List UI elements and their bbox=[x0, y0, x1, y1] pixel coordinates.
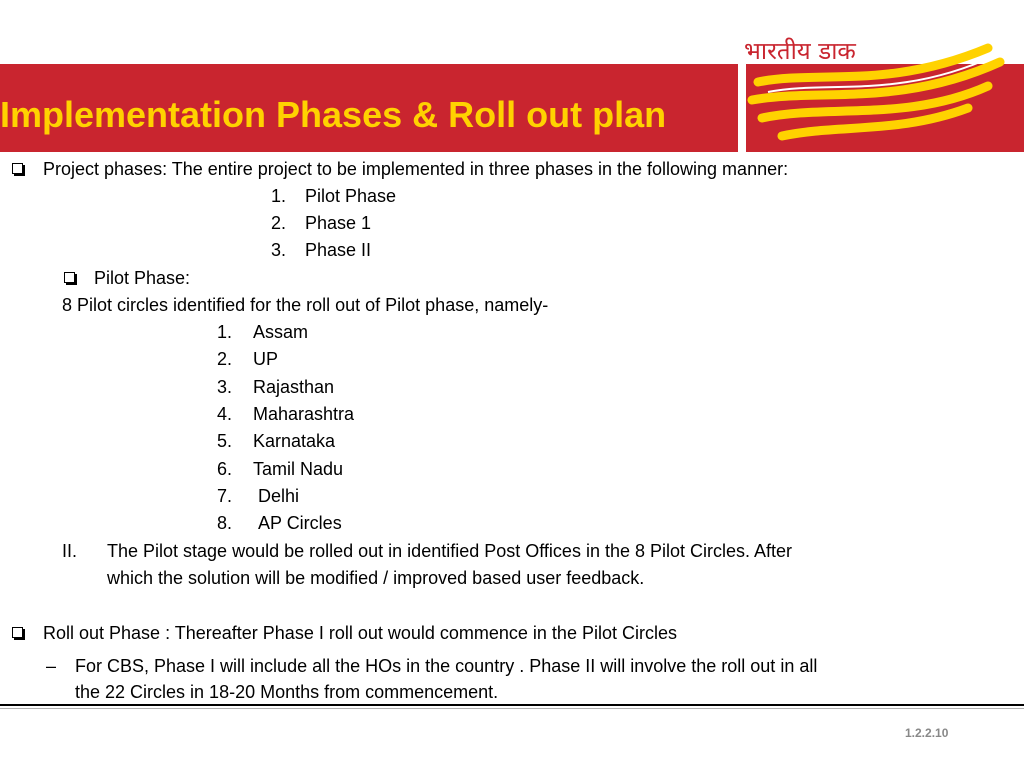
pilot-note-line: which the solution will be modified / improved based user feedback. bbox=[107, 568, 645, 588]
list-item: Assam bbox=[253, 322, 309, 342]
list-number: 2. bbox=[216, 349, 232, 369]
project-phases-text: Project phases: The entire project to be implemented in three phases in the following manner: bbox=[43, 159, 789, 179]
list-number: 5. bbox=[216, 431, 232, 451]
list-number: 4. bbox=[216, 404, 232, 424]
dash-bullet: – bbox=[46, 656, 57, 676]
list-item: Karnataka bbox=[253, 431, 336, 451]
list-number: II. bbox=[62, 541, 78, 561]
list-item: UP bbox=[253, 349, 279, 369]
footer-divider bbox=[0, 704, 1024, 706]
slide-number: 1.2.2.10 bbox=[905, 726, 949, 740]
list-number: 3. bbox=[270, 240, 286, 260]
list-number: 7. bbox=[216, 486, 232, 506]
list-number: 2. bbox=[270, 213, 286, 233]
list-item: Tamil Nadu bbox=[253, 459, 344, 479]
footer-divider-thin bbox=[0, 708, 1024, 709]
list-item: AP Circles bbox=[258, 513, 342, 533]
india-post-logo bbox=[738, 0, 1024, 152]
list-item: Pilot Phase bbox=[305, 186, 397, 206]
list-item: Rajasthan bbox=[253, 377, 335, 397]
list-number: 8. bbox=[216, 513, 232, 533]
rollout-sub-line: For CBS, Phase I will include all the HOs in the country . Phase II will involve the roll out in all bbox=[75, 656, 818, 676]
pilot-phase-intro: 8 Pilot circles identified for the roll out of Pilot phase, namely- bbox=[62, 295, 549, 315]
list-item: Maharashtra bbox=[253, 404, 355, 424]
list-item: Phase II bbox=[305, 240, 372, 260]
list-number: 1. bbox=[216, 322, 232, 342]
rollout-sub-line: the 22 Circles in 18-20 Months from commencement. bbox=[75, 682, 499, 702]
logo-text: भारतीय डाक bbox=[744, 37, 856, 65]
list-number: 3. bbox=[216, 377, 232, 397]
slide-title: Implementation Phases & Roll out plan bbox=[0, 94, 667, 135]
list-number: 6. bbox=[216, 459, 232, 479]
india-post-logo-icon bbox=[738, 0, 1024, 152]
list-item: Delhi bbox=[258, 486, 300, 506]
pilot-phase-heading: Pilot Phase: bbox=[94, 268, 191, 288]
list-number: 1. bbox=[270, 186, 286, 206]
checkbox-bullet-icon bbox=[12, 163, 23, 174]
rollout-phase-text: Roll out Phase : Thereafter Phase I roll out would commence in the Pilot Circles bbox=[43, 623, 677, 643]
list-item: Phase 1 bbox=[305, 213, 372, 233]
checkbox-bullet-icon bbox=[12, 627, 23, 638]
pilot-note-line: The Pilot stage would be rolled out in identified Post Offices in the 8 Pilot Circles. After bbox=[107, 541, 793, 561]
checkbox-bullet-icon bbox=[64, 272, 75, 283]
